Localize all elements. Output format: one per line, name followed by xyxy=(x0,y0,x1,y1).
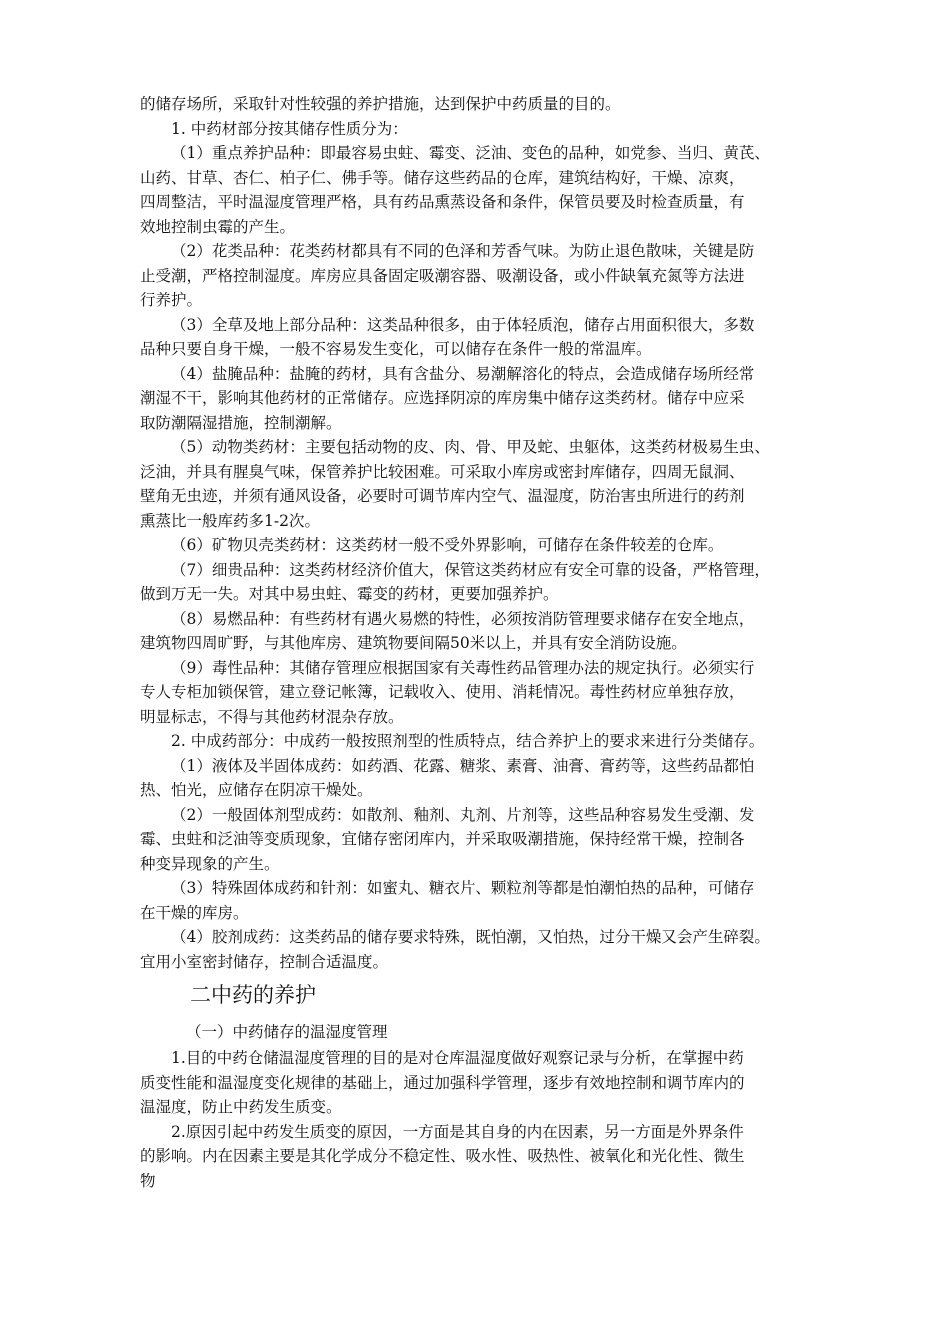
text-line: 效地控制虫霉的产生。 xyxy=(140,217,296,236)
text-line: 在干燥的库房。 xyxy=(140,903,249,922)
intro-paragraph xyxy=(140,92,830,117)
text-line: 宜用小室密封储存，控制合适温度。 xyxy=(140,952,389,971)
text-line: 专人专柜加锁保管，建立登记帐簿，记载收入、使用、消耗情况。毒性药材应单独存放， xyxy=(140,683,745,701)
text-line: 的影响。内在因素主要是其化学成分不稳定性、吸水性、吸热性、被氧化和光化性、微生 xyxy=(140,1147,745,1165)
text-line: （7）细贵品种：这类药材经济价值大，保管这类药材应有安全可靠的设备，严格管理， xyxy=(171,560,770,579)
text-line: 物 xyxy=(140,1171,156,1190)
paragraph-6 xyxy=(140,533,830,558)
text-line: 潮湿不干，影响其他药材的正常储存。应选择阴凉的库房集中储存这类药材。储存中应采 xyxy=(140,389,745,407)
text-line: 2.原因引起中药发生质变的原因，一方面是其自身的内在因素，另一方面是外界条件 xyxy=(171,1122,744,1141)
text-line: （4）胶剂成药：这类药品的储存要求特殊，既怕潮，又怕热，过分干燥又会产生碎裂。 xyxy=(171,928,770,946)
text-line: （6）矿物贝壳类药材：这类药材一般不受外界影响，可储存在条件较差的仓库。 xyxy=(171,536,724,554)
text-line: 熏蒸比一般库药多1-2次。 xyxy=(140,511,320,530)
text-line: （8）易燃品种：有些药材有遇火易燃的特性，必须按消防管理要求储存在安全地点， xyxy=(171,609,755,628)
text-line: 泛油，并具有腥臭气味，保管养护比较困难。可采取小库房或密封库储存，四周无鼠洞、 xyxy=(140,462,745,481)
text-line: （4）盐腌品种：盐腌的药材，具有含盐分、易潮解溶化的特点，会造成储存场所经常 xyxy=(171,364,755,383)
text-line: 行养护。 xyxy=(140,291,203,309)
text-line: （3）特殊固体成药和针剂：如蜜丸、糖衣片、颗粒剂等都是怕潮怕热的品种，可储存 xyxy=(171,879,755,897)
text-line: （1）重点养护品种：即最容易虫蛀、霉变、泛油、变色的品种，如党参、当归、黄芪、 xyxy=(171,144,770,162)
text-line: 明显标志，不得与其他药材混杂存放。 xyxy=(140,707,404,726)
text-line: 温湿度，防止中药发生质变。 xyxy=(140,1098,342,1116)
text-line: 山药、甘草、杏仁、柏子仁、佛手等。储存这些药品的仓库，建筑结构好，干燥、凉爽， xyxy=(140,168,745,187)
paragraph-1 xyxy=(140,141,830,239)
text-line: 做到万无一失。对其中易虫蛀、霉变的药材，更要加强养护。 xyxy=(140,585,559,603)
paragraph-r1 xyxy=(140,1046,830,1120)
text-line: 的储存场所，采取针对性较强的养护措施，达到保护中药质量的目的。 xyxy=(140,95,621,113)
paragraph-9 xyxy=(140,656,830,730)
paragraph-r2 xyxy=(140,1120,830,1194)
section-heading: 二中药的养护 xyxy=(190,983,316,1007)
section-1-title xyxy=(140,117,830,142)
text-line: （5）动物类药材：主要包括动物的皮、肉、骨、甲及蛇、虫躯体，这类药材极易生虫、 xyxy=(171,438,770,456)
text-line: （9）毒性品种：其储存管理应根据国家有关毒性药品管理办法的规定执行。必须实行 xyxy=(171,658,755,677)
paragraph-2 xyxy=(140,239,830,313)
text-line: 种变异现象的产生。 xyxy=(140,854,280,873)
text-line: 2. 中成药部分：中成药一般按照剂型的性质特点，结合养护上的要求来进行分类储存。 xyxy=(171,732,765,750)
text-line: 1.目的中药仓储温湿度管理的目的是对仓库温湿度做好观察记录与分析，在掌握中药 xyxy=(171,1049,744,1067)
text-line: 取防潮隔湿措施，控制潮解。 xyxy=(140,413,342,432)
paragraph-q2 xyxy=(140,803,830,877)
subheading: （一）中药储存的温湿度管理 xyxy=(186,1023,388,1041)
document-page xyxy=(140,92,830,1193)
text-line: 止受潮，严格控制湿度。库房应具备固定吸潮容器、吸潮设备，或小件缺氧充氮等方法进 xyxy=(140,266,745,285)
text-line: （2）花类品种：花类药材都具有不同的色泽和芳香气味。为防止退色散味，关键是防 xyxy=(171,242,755,260)
section-2-title xyxy=(140,729,830,754)
text-line: 霉、虫蛀和泛油等变质现象，宜储存密闭库内，并采取吸潮措施，保持经常干燥，控制各 xyxy=(140,830,745,848)
text-line: 1. 中药材部分按其储存性质分为： xyxy=(171,119,408,138)
paragraph-5 xyxy=(140,435,830,533)
text-line: 品种只要自身干燥，一般不容易发生变化，可以储存在条件一般的常温库。 xyxy=(140,340,652,358)
paragraph-q4 xyxy=(140,925,830,974)
paragraph-q3 xyxy=(140,876,830,925)
paragraph-q1 xyxy=(140,754,830,803)
paragraph-7 xyxy=(140,558,830,607)
text-line: 建筑物四周旷野，与其他库房、建筑物要间隔50米以上，并具有安全消防设施。 xyxy=(140,634,687,652)
text-line: （2）一般固体剂型成药：如散剂、釉剂、丸剂、片剂等，这些品种容易发生受潮、发 xyxy=(171,805,755,824)
text-line: （3）全草及地上部分品种：这类品种很多，由于体轻质泡，储存占用面积很大，多数 xyxy=(171,315,755,334)
text-line: 壁角无虫迹，并须有通风设备，必要时可调节库内空气、温湿度，防治害虫所进行的药剂 xyxy=(140,487,745,505)
paragraph-4 xyxy=(140,362,830,436)
paragraph-8 xyxy=(140,607,830,656)
text-line: 四周整洁，平时温湿度管理严格，具有药品熏蒸设备和条件，保管员要及时检查质量，有 xyxy=(140,193,745,211)
text-line: 热、怕光，应储存在阴凉干燥处。 xyxy=(140,781,373,799)
text-line: 质变性能和温湿度变化规律的基础上，通过加强科学管理，逐步有效地控制和调节库内的 xyxy=(140,1073,745,1092)
paragraph-3 xyxy=(140,313,830,362)
text-line: （1）液体及半固体成药：如药酒、花露、糖浆、素膏、油膏、膏药等，这些药品都怕 xyxy=(171,756,755,775)
